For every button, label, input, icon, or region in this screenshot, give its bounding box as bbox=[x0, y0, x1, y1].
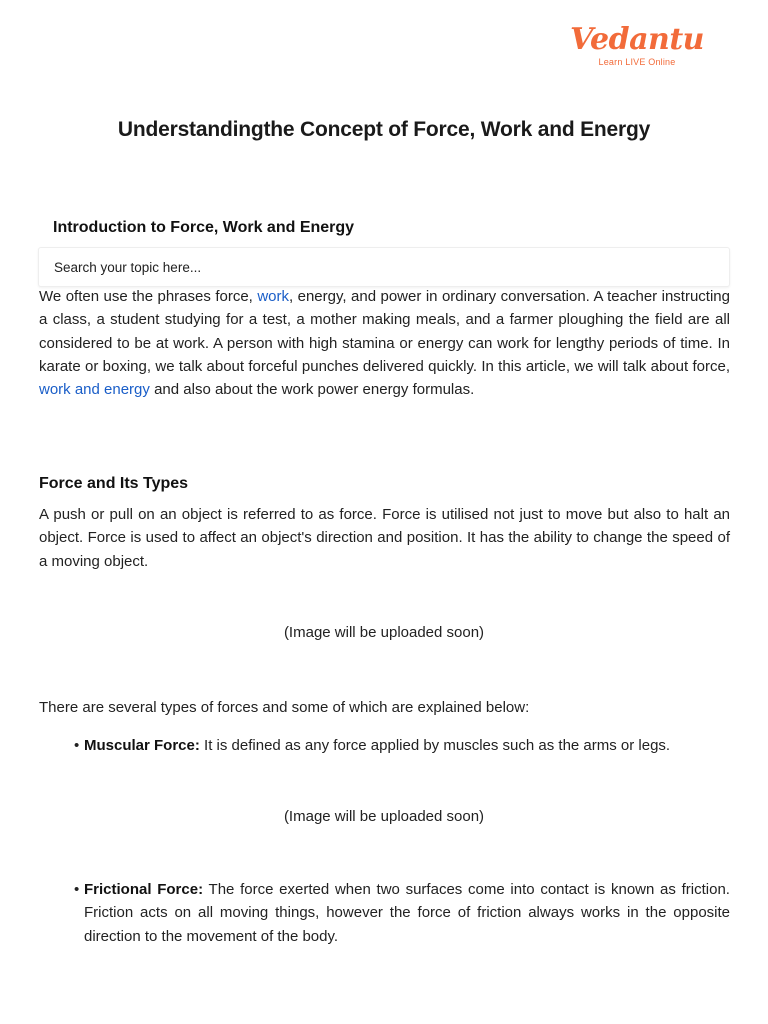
bullet-term: Muscular Force: bbox=[84, 737, 200, 754]
image-placeholder-caption-2: (Image will be uploaded soon) bbox=[283, 808, 485, 825]
force-types-intro: There are several types of forces and some of which are explained below: bbox=[39, 699, 530, 716]
bullet-text: The force exerted when two surfaces come into contact is known as friction. Friction acts on all moving things, however the force of friction always works in the opposite direction to the movement of the body. bbox=[84, 881, 730, 945]
page-title: Understandingthe Concept of Force, Work and Energy bbox=[117, 118, 651, 141]
image-placeholder-caption: (Image will be uploaded soon) bbox=[283, 624, 485, 641]
bullet-icon: • bbox=[74, 737, 80, 754]
work-link[interactable]: work bbox=[257, 288, 289, 305]
intro-text-part-2: , energy, and power in ordinary conversation. A teacher instructing a class, a student studying for a test, a mother making meals, and a farmer ploughing the field are all considered to be at work. A person with high stamina or energy can work for lengthy periods of time. In karate or boxing, we talk about forceful punches delivered quickly. In this article, we will talk about force, bbox=[39, 288, 730, 375]
list-item-muscular-force bbox=[74, 734, 730, 757]
bullet-text: It is defined as any force applied by muscles such as the arms or legs. bbox=[199, 737, 671, 754]
logo-tagline: Learn LIVE Online bbox=[598, 57, 676, 67]
intro-paragraph bbox=[39, 285, 730, 401]
bullet-content bbox=[84, 878, 730, 948]
search-input[interactable] bbox=[39, 248, 729, 286]
force-types-heading: Force and Its Types bbox=[39, 475, 189, 492]
list-item-frictional-force bbox=[74, 878, 730, 948]
intro-text-part-3: and also about the work power energy formulas. bbox=[149, 381, 475, 399]
bullet-icon: • bbox=[74, 881, 80, 898]
work-and-energy-link[interactable]: work and energy bbox=[39, 381, 150, 399]
logo-wordmark: Vedantu bbox=[569, 22, 704, 57]
force-paragraph: A push or pull on an object is referred to as force. Force is utilised not just to move but also to halt an object. Force is used to affect an object's direction and position. It has the ability to change the speed of a moving object. bbox=[39, 506, 730, 570]
search-box[interactable] bbox=[38, 247, 730, 287]
intro-text-part-1: We often use the phrases force, bbox=[39, 288, 258, 305]
bullet-content bbox=[84, 734, 730, 757]
vedantu-logo bbox=[570, 24, 704, 67]
intro-heading: Introduction to Force, Work and Energy bbox=[53, 219, 355, 236]
bullet-term: Frictional Force: bbox=[84, 881, 204, 898]
